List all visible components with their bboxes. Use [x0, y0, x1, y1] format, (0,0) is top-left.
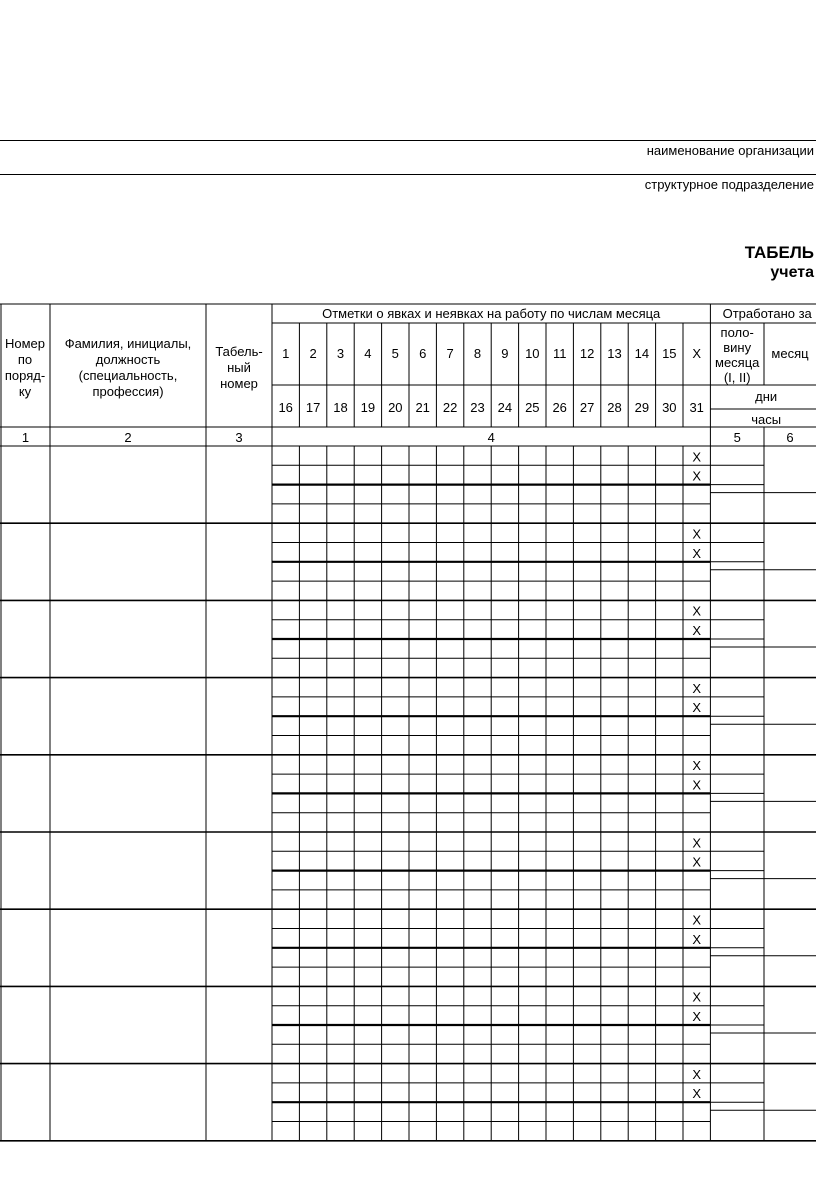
- half-month-header: месяца: [715, 355, 760, 370]
- half-month-header: (I, II): [723, 370, 751, 385]
- marks-header: Отметки о явках и неявках на работу по числам месяца: [322, 306, 661, 321]
- day-label: 8: [473, 346, 482, 361]
- day-label: 26: [552, 400, 567, 415]
- day-label: 15: [662, 346, 677, 361]
- column-number: 5: [733, 430, 741, 445]
- x-mark: X: [692, 526, 702, 542]
- day-label: 19: [360, 400, 376, 415]
- number-column-header: по: [17, 352, 33, 367]
- document-subtitle: учета: [770, 264, 814, 281]
- x-mark: X: [692, 777, 702, 793]
- x-mark: X: [692, 1066, 702, 1082]
- name-column-header: должность: [95, 352, 161, 367]
- department-caption: структурное подразделение: [644, 177, 814, 192]
- day-label: 12: [579, 346, 595, 361]
- number-column-header: ку: [18, 384, 32, 399]
- day-label: 17: [305, 400, 321, 415]
- day-label: 3: [336, 346, 345, 361]
- tabel-column-header: номер: [220, 376, 258, 391]
- day-label: 25: [525, 400, 540, 415]
- x-mark: X: [692, 623, 702, 638]
- column-number: 6: [786, 430, 794, 445]
- number-column-header: поряд-: [4, 368, 46, 383]
- x-mark: X: [692, 603, 702, 619]
- x-mark: X: [692, 449, 702, 465]
- worked-header: Отработано за: [722, 306, 812, 321]
- x-mark: X: [692, 700, 702, 716]
- column-number: 4: [487, 430, 495, 445]
- day-label: 7: [446, 346, 454, 361]
- hours-label: часы: [751, 412, 782, 427]
- name-column-header: (специальность,: [78, 368, 178, 383]
- day-label: 9: [501, 346, 509, 361]
- x-mark: X: [692, 989, 702, 1005]
- x-mark: X: [692, 912, 702, 928]
- x-mark: X: [692, 854, 702, 870]
- day-label: 4: [364, 346, 372, 361]
- column-number: 1: [21, 430, 30, 445]
- day-label: 18: [333, 400, 348, 415]
- organization-caption: наименование организации: [646, 143, 814, 158]
- column-number: 2: [124, 430, 132, 445]
- column-number: 3: [235, 430, 243, 445]
- day-label: 14: [634, 346, 650, 361]
- day-label: 6: [419, 346, 427, 361]
- x-mark: X: [692, 680, 702, 696]
- day-label: 24: [497, 400, 513, 415]
- half-month-header: вину: [723, 340, 752, 355]
- x-mark: X: [692, 545, 702, 561]
- tabel-column-header: Табель-: [215, 344, 263, 359]
- document-title: ТАБЕЛЬ: [744, 243, 814, 262]
- x-mark: X: [692, 1086, 702, 1102]
- day-label: 21: [415, 400, 430, 415]
- day-label: 20: [388, 400, 403, 415]
- x-mark: X: [692, 468, 702, 484]
- day-label: 22: [442, 400, 458, 415]
- x-mark: X: [692, 835, 702, 851]
- tabel-column-header: ный: [227, 360, 251, 375]
- day-label: 27: [579, 400, 595, 415]
- day-label: 13: [607, 346, 622, 361]
- number-column-header: Номер: [4, 336, 46, 351]
- day-label: 29: [634, 400, 650, 415]
- day-label: 28: [607, 400, 622, 415]
- days-label: дни: [755, 389, 778, 404]
- name-column-header: Фамилия, инициалы,: [64, 336, 192, 351]
- name-column-header: профессия): [92, 384, 164, 399]
- day-label: 1: [282, 346, 290, 361]
- day-label: 11: [552, 346, 567, 361]
- day-label: 31: [689, 400, 704, 415]
- day-label: 23: [470, 400, 485, 415]
- day-label: 30: [662, 400, 677, 415]
- day-label: X: [692, 346, 702, 361]
- x-mark: X: [692, 1009, 702, 1024]
- day-label: 5: [391, 346, 399, 361]
- day-label: 16: [278, 400, 293, 415]
- half-month-header: поло-: [720, 325, 754, 340]
- x-mark: X: [692, 931, 702, 947]
- x-mark: X: [692, 758, 702, 774]
- day-label: 2: [309, 346, 317, 361]
- day-label: 10: [525, 346, 540, 361]
- month-header: месяц: [771, 346, 809, 361]
